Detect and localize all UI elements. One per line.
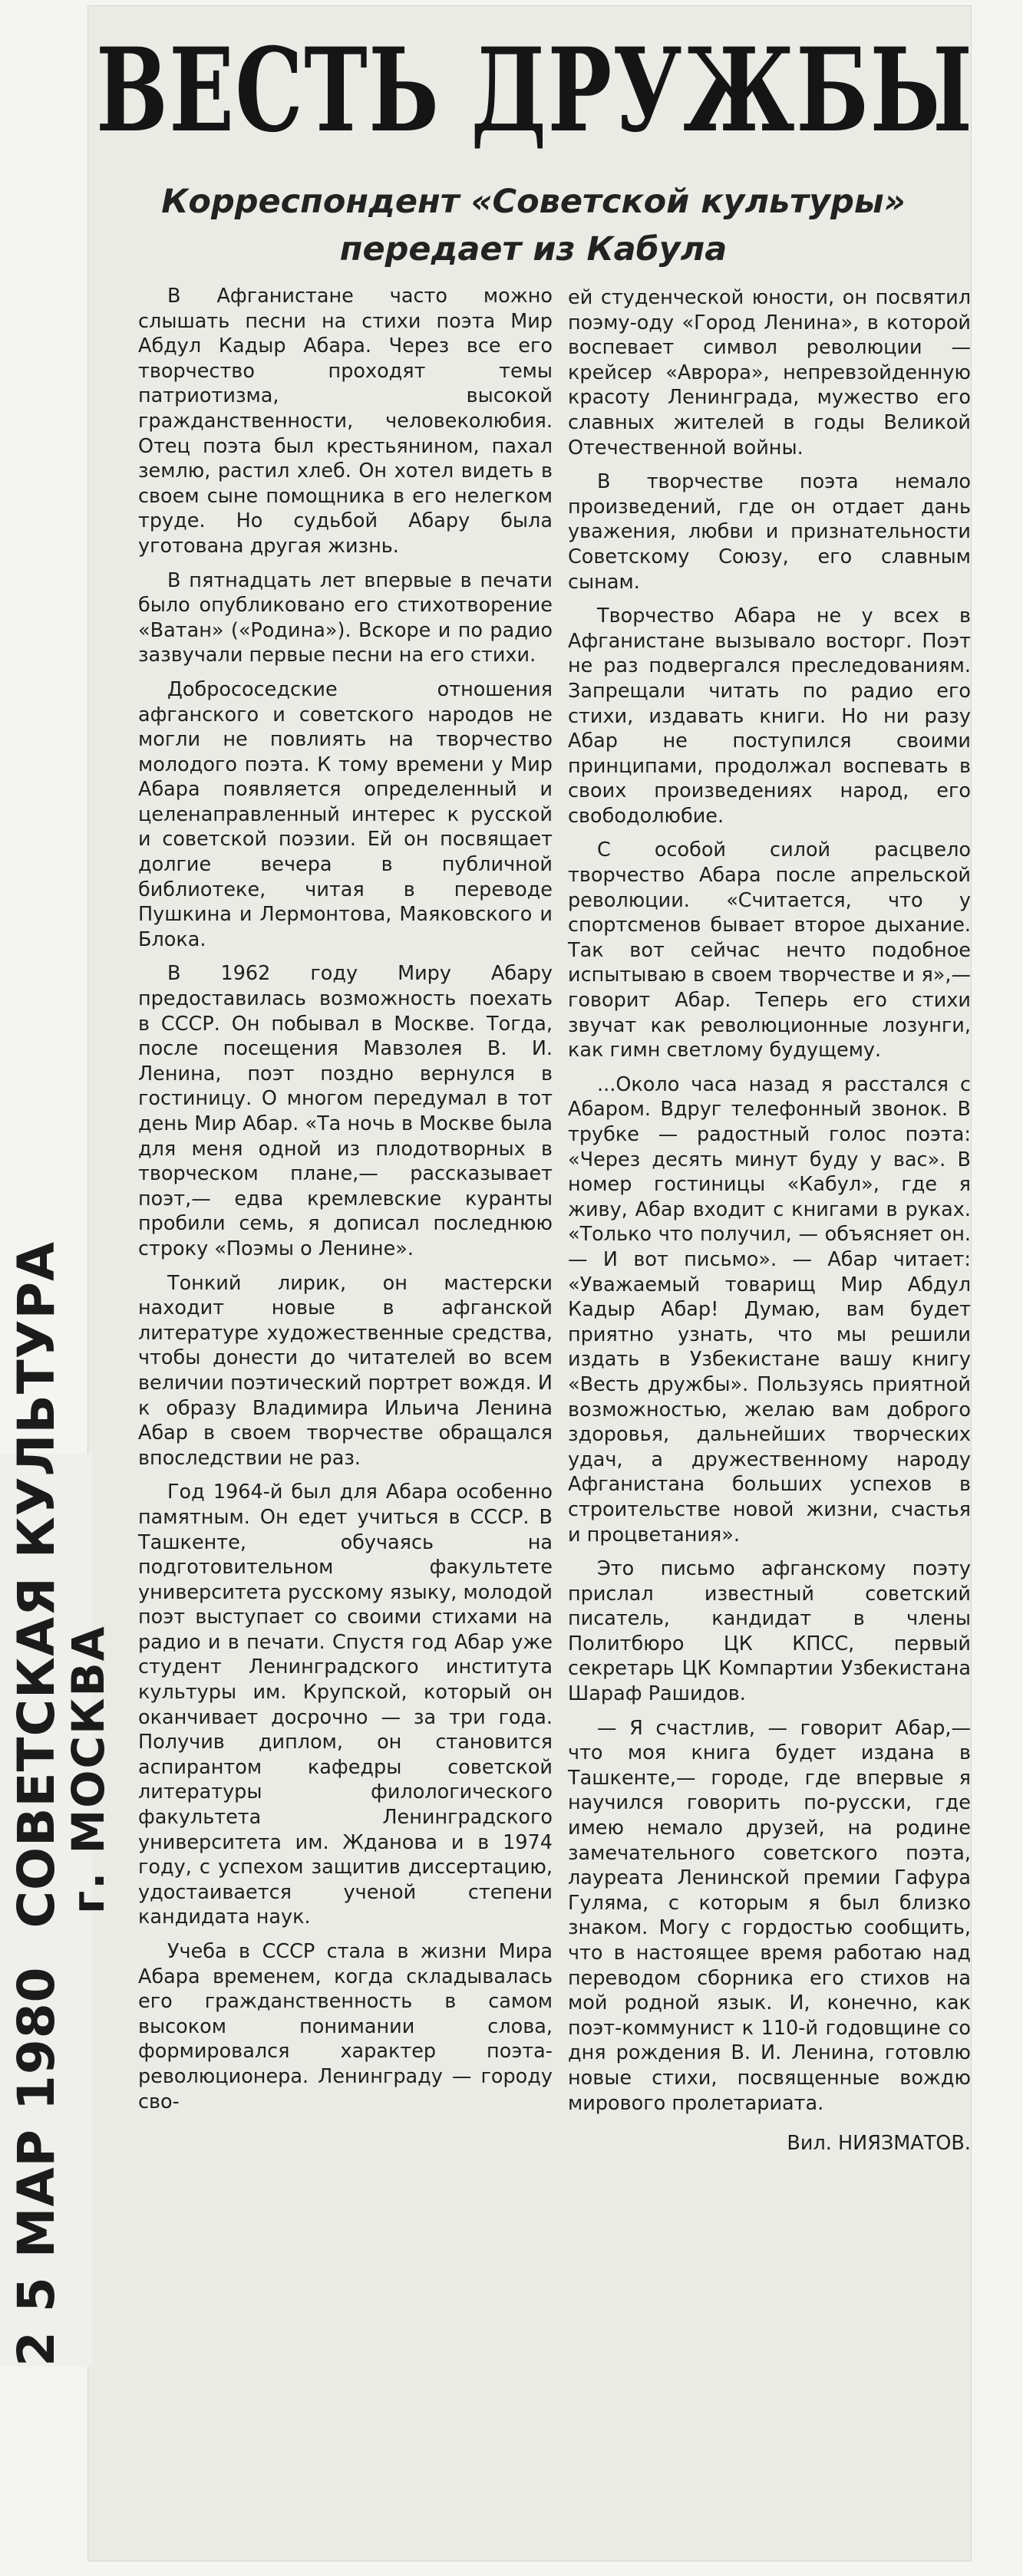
- paragraph: Творчество Абара не у всех в Афганистане вызывало восторг. Поэт не раз подвергался преследованиям. Запрещали читать по радио его стихи, издавать книги. Но ни разу Абар не поступился своими принципами, продолжал воспевать в своих произведениях народ, его свободолюбие.: [568, 604, 971, 828]
- archive-stamp: [9, 1241, 112, 2367]
- paragraph: Добрососедские отношения афганского и советского народов не могли не повлиять на творчество молодого поэта. К тому времени у Мир Абара появляется определенный и целенаправленный интерес к русской и советской поэзии. Ей он посвящает долгие вечера в публичной библиотеке, читая в переводе Пушкина и Лермонтова, Маяковского и Блока.: [138, 677, 553, 951]
- stamp-city: г. МОСКВА: [62, 1625, 114, 1914]
- article-column-2: [568, 285, 971, 2571]
- author-signature: Вил. НИЯЗМАТОВ.: [787, 2132, 971, 2156]
- paragraph: ...Около часа назад я расстался с Абаром. Вдруг телефонный звонок. В трубке — радостный голос поэта: «Через десять минут буду у вас». В номер гостиницы «Кабул», где я живу, Абар входит с книгами в руках. «Только что получил, — объясняет он. — И вот письмо». — Абар читает: «Уважаемый товарищ Мир Абдул Кадыр Абар! Думаю, вам будет приятно узнать, что мы решили издать в Узбекистане вашу книгу «Весть дружбы». Пользуясь приятной возможностью, желаю вам доброго здоровья, дальнейших творческих удач, а дружественному народу Афганистана больших успехов в строительстве новой жизни, счастья и процветания».: [568, 1072, 971, 1547]
- paragraph: В творчестве поэта немало произведений, где он отдает дань уважения, любви и признательности Советскому Союзу, его славным сынам.: [568, 470, 971, 594]
- paragraph: В 1962 году Миру Абару предоставилась возможность поехать в СССР. Он побывал в Москве. Тогда, после посещения Мавзолея В. И. Ленина, поэт поздно вернулся в гостиницу. О многом передумал в тот день Мир Абар. «Та ночь в Москве была для меня одной из плодотворных в творческом плане,— рассказывает поэт,— едва кремлевские куранты пробили семь, я дописал последнюю строку «Поэмы о Ленине».: [138, 962, 553, 1260]
- subtitle-line-1: Корреспондент «Советской культуры»: [161, 183, 906, 221]
- paragraph: Год 1964-й был для Абара особенно памятным. Он едет учиться в СССР. В Ташкенте, обучаясь на подготовительном факультете университета русскому языку, молодой поэт выступает со своими стихами на радио и в печати. Спустя год Абар уже студент Ленинградского института культуры им. Крупской, который он оканчивает досрочно — за три года. Получив диплом, он становится аспирантом кафедры советской литературы филологического факультета Ленинградского университета им. Жданова и в 1974 году, с успехом защитив диссертацию, удостаивается ученой степени кандидата наук.: [138, 1481, 553, 1929]
- paragraph: Тонкий лирик, он мастерски находит новые в афганской литературе художественные средства, чтобы донести до читателей во всем величии поэтический портрет вождя. И к образу Владимира Ильича Ленина Абар в своем творчестве обращался впоследствии не раз.: [138, 1271, 553, 1470]
- paragraph: Учеба в СССР стала в жизни Мира Абара временем, когда складывалась его гражданственность в самом высоком понимании слова, формировался характер поэта-революционера. Ленинграду — городу сво-: [138, 1940, 553, 2113]
- subtitle-line-2: передает из Кабула: [339, 230, 728, 268]
- paragraph: Это письмо афганскому поэту прислал известный советский писатель, кандидат в члены Политбюро ЦК КПСС, первый секретарь ЦК Компартии Узбекистана Шараф Рашидов.: [568, 1557, 971, 1706]
- stamp-newspaper: СОВЕТСКАЯ КУЛЬТУРА: [7, 1240, 66, 1929]
- paragraph: — Я счастлив, — говорит Абар,— что моя книга будет издана в Ташкенте,— городе, где впервые я научился говорить по-русски, где имею немало друзей, на родине замечательного советского поэта, лауреата Ленинской премии Гафура Гуляма, с которым я был близко знаком. Могу с гордостью сообщить, что в настоящее время работаю над переводом сборника его стихов на мой родной язык. И, конечно, как поэт-коммунист к 110-й годовщине со дня рождения В. И. Ленина, готовлю новые стихи, посвященные вождю мирового пролетариата.: [568, 1716, 971, 2115]
- subtitle: [153, 178, 913, 273]
- paragraph-continued: ей студенческой юности, он посвятил поэму-оду «Город Ленина», в которой воспевает символ революции — крейсер «Аврора», непревзойденную красоту Ленинграда, мужество его славных жителей в годы Великой Отечественной войны.: [568, 286, 971, 460]
- article-column-1: [138, 284, 553, 2566]
- paragraph: С особой силой расцвело творчество Абара после апрельской революции. «Считается, что у спортсменов бывает второе дыхание. Так вот сейчас нечто подобное испытываю в своем творчестве и я»,— говорит Абар. Теперь его стихи звучат как революционные лозунги, как гимн светлому будущему.: [568, 838, 971, 1062]
- headline: ВЕСТЬ ДРУЖБЫ: [96, 23, 974, 158]
- paragraph: В пятнадцать лет впервые в печати было опубликовано его стихотворение «Ватан» («Родина»). Вскоре и по радио зазвучали первые песни на его стихи.: [138, 568, 553, 667]
- paragraph: В Афганистане часто можно слышать песни на стихи поэта Мир Абдул Кадыр Абара. Через все его творчество проходят темы патриотизма, высокой гражданственности, человеколюбия. Отец поэта был крестьянином, пахал землю, растил хлеб. Он хотел видеть в своем сыне помощника в его нелегком труде. Но судьбой Абару была уготована другая жизнь.: [138, 285, 553, 558]
- stamp-date: 2 5 МАР 1980: [7, 1966, 66, 2367]
